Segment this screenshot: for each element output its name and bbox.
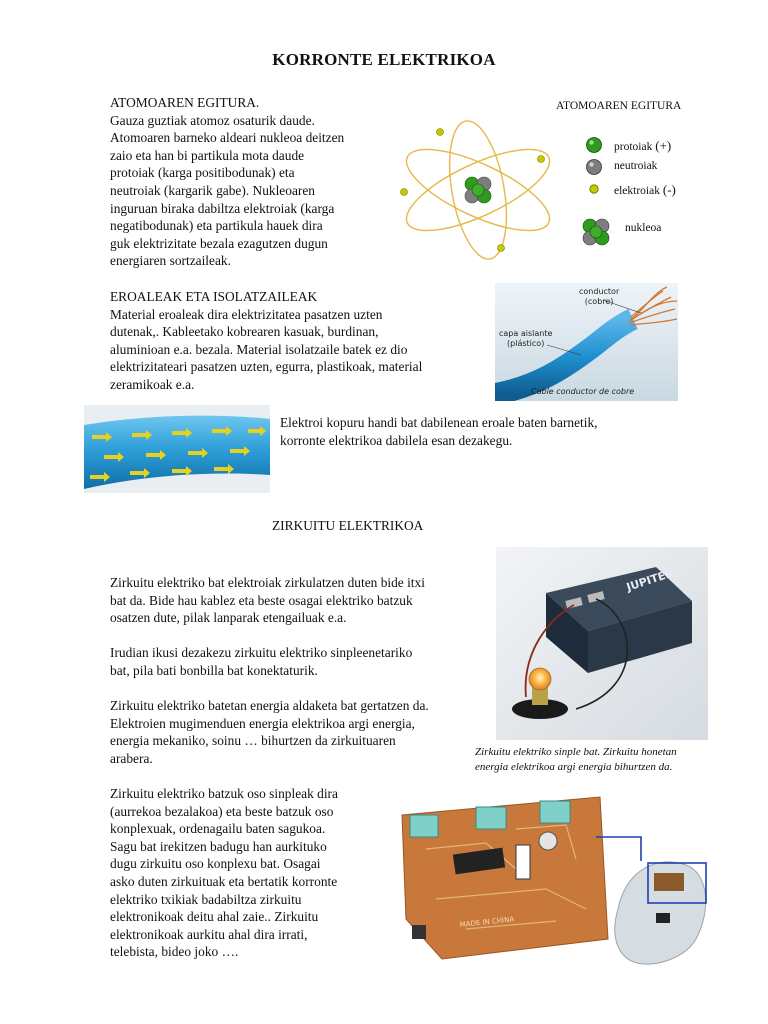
- atom-electron: [437, 129, 444, 136]
- cable-label-insulator-sub: (plástico): [507, 339, 545, 348]
- circuit-line: asko duten zirkuituak eta bertatik korronte: [110, 873, 338, 889]
- conductors-section-text: [110, 288, 490, 394]
- circuit-line: telebista, bideo joko ….: [110, 944, 239, 960]
- circuit-paragraph-4: [110, 785, 400, 961]
- legend-protons-label: protoiak: [614, 141, 653, 153]
- battery-circuit-image: [496, 547, 708, 740]
- atom-diagram: [393, 118, 563, 268]
- legend-nucleus-label: nukleoa: [625, 222, 662, 234]
- cable-label-conductor: conductor: [579, 287, 620, 296]
- cable-label-conductor-sub: (cobre): [584, 297, 614, 306]
- conductors-line: Material eroaleak dira elektrizitatea pasatzen uzten: [110, 306, 383, 322]
- circuit-line: elektronikoak aurkitu ahal dira irrati,: [110, 926, 308, 942]
- atom-line: energiaren sortzaileak.: [110, 253, 231, 269]
- current-line: korronte elektrikoa dabilela esan dezakegu.: [280, 432, 513, 448]
- circuit-line: bat da. Bide hau kablez eta beste osagai elektriko batzuk: [110, 592, 413, 608]
- conductors-heading: EROALEAK ETA ISOLATZAILEAK: [110, 289, 318, 304]
- cable-caption: Cable conductor de cobre: [531, 387, 635, 396]
- conductors-line: elektrizitateari pasatzen uzten, egurra, plastikoak, material: [110, 359, 423, 375]
- atom-electron: [401, 189, 408, 196]
- circuit-line: elektronikoak deitu ahal zaie.. Zirkuitu: [110, 909, 319, 925]
- caption-line: Zirkuitu elektriko sinple bat. Zirkuitu honetan: [475, 746, 677, 758]
- atom-line: neutroiak (kargarik gabe). Nukleoaren: [110, 182, 315, 198]
- circuit-line: Zirkuitu elektriko bat elektroiak zirkulatzen duten bide itxi: [110, 575, 425, 590]
- atom-nucleus: [465, 177, 491, 203]
- circuit-paragraph-1: [110, 574, 490, 627]
- atom-figure-title: ATOMOAREN EGITURA: [556, 100, 682, 112]
- atom-line: inguruan biraka dabiltza elektroiak (karga: [110, 200, 335, 216]
- atom-line: Gauza guztiak atomoz osaturik daude.: [110, 112, 315, 128]
- current-flow-image: [84, 405, 270, 493]
- page-title: KORRONTE ELEKTRIKOA: [272, 50, 496, 69]
- proton-icon: [584, 135, 604, 155]
- atom-electron: [498, 245, 505, 252]
- battery-brand: JUPITER: [624, 566, 676, 594]
- nucleus-icon: [578, 214, 614, 250]
- atom-heading: ATOMOAREN EGITURA.: [110, 95, 260, 110]
- circuit-line: arabera.: [110, 750, 153, 766]
- circuit-caption: [475, 745, 745, 775]
- caption-line: energia elektrikoa argi energia bihurtzen da.: [475, 761, 673, 773]
- circuit-line: konplexuak, ordenagailu baten sagukoa.: [110, 821, 326, 837]
- conductors-line: zeramikoak e.a.: [110, 376, 195, 392]
- mouse-circuit-image: [396, 789, 712, 975]
- current-line: Elektroi kopuru handi bat dabilenean eroale baten barnetik,: [280, 415, 598, 430]
- cable-image: [495, 283, 678, 401]
- atom-section-text: [110, 94, 400, 270]
- circuit-line: Irudian ikusi dezakezu zirkuitu elektriko sinpleenetariko: [110, 645, 413, 660]
- atom-line: protoiak (karga positibodunak) eta: [110, 165, 295, 181]
- legend-neutrons-label: neutroiak: [614, 160, 658, 172]
- legend-electrons-sign: (-): [662, 182, 676, 197]
- circuit-paragraph-2: [110, 644, 490, 679]
- atom-line: guk elektrizitate bezala ezagutzen dugun: [110, 235, 328, 251]
- neutron-icon: [584, 157, 604, 177]
- circuit-line: (aurrekoa bezalakoa) eta beste batzuk oso: [110, 803, 334, 819]
- circuit-line: Zirkuitu elektriko batzuk oso sinpleak dira: [110, 786, 338, 801]
- circuit-line: elektriko txikiak badabiltza zirkuitu: [110, 891, 302, 907]
- current-text: [280, 414, 700, 449]
- atom-line: zaio eta han bi partikula mota daude: [110, 147, 305, 163]
- atom-line: Atomoaren barneko aldeari nukleoa deitzen: [110, 130, 345, 146]
- atom-electron: [538, 156, 545, 163]
- legend-protons-sign: (+): [655, 138, 672, 153]
- conductors-line: aluminioan e.a. bezala. Material isolatzaile batek ez dio: [110, 341, 408, 357]
- circuit-line: bat, pila bati bonbilla bat konektaturik.: [110, 662, 318, 678]
- conductors-line: dutenak,. Kableetako kobrearen kasuak, burdinan,: [110, 324, 379, 340]
- circuit-line: Zirkuitu elektriko batetan energia aldaketa bat gertatzen da.: [110, 698, 429, 713]
- electron-icon: [587, 182, 601, 196]
- circuit-line: Sagu bat irekitzen badugu han aurkituko: [110, 838, 327, 854]
- board-label: MADE IN CHINA: [459, 915, 515, 929]
- circuit-paragraph-3: [110, 697, 490, 767]
- circuit-line: energia mekaniko, soinu … bihurtzen da zirkuituaren: [110, 733, 396, 749]
- legend-electrons-label: elektroiak: [614, 185, 660, 197]
- circuit-line: Elektroien mugimenduen energia elektrikoa argi energia,: [110, 715, 415, 731]
- atom-line: negatibodunak) eta partikula hauek dira: [110, 218, 323, 234]
- cable-label-insulator: capa aislante: [499, 329, 553, 338]
- circuit-line: dugu zirkuitu oso konplexu bat. Osagai: [110, 856, 321, 872]
- circuit-line: osatzen dute, pilak lanparak etengailuak e.a.: [110, 610, 347, 626]
- circuit-heading: ZIRKUITU ELEKTRIKOA: [272, 518, 424, 533]
